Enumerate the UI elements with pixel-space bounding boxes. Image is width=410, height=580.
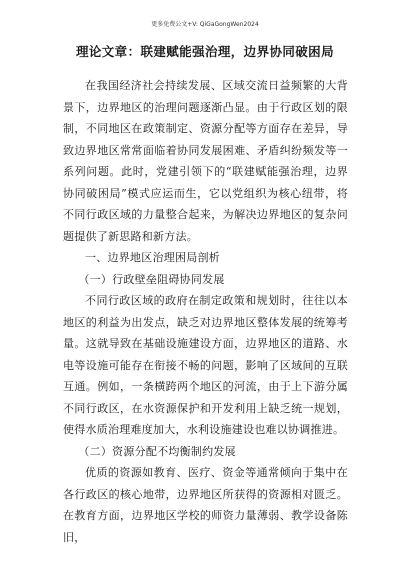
subsection-heading-2: （二）资源分配不均衡制约发展 xyxy=(78,444,236,458)
subsection-heading-1: （一）行政壁垒阻碍协同发展 xyxy=(78,272,225,286)
paragraph-administrative-barriers: 不同行政区域的政府在制定政策和规划时，往往以本地区的利益为出发点，缺乏对边界地区整体发展的统筹考量。这就导致在基础设施建设方面，边界地区的道路、水电等设施可能存在衔接不畅的问题，影响了区域间的互联互通。例如，一条横跨两个地区的河流，由于上下游分属不同行政区，在水资源保护和开发利用上缺乏统一规划，使得水质治理难度加大，水利设施建设也难以协调推进。 xyxy=(63,294,348,436)
header-note: 更多免费公文+V: QiGaGongWen2024 xyxy=(151,21,259,28)
paragraph-intro: 在我国经济社会持续发展、区域交流日益频繁的大背景下，边界地区的治理问题逐渐凸显。由于行政区划的限制，不同地区在政策制定、资源分配等方面存在差异，导致边界地区常常面临着协同发展困难、矛盾纠纷频发等一系列问题。此时，党建引领下的“联建赋能强治理，边界协同破困局”模式应运而生，它以党组织为核心纽带，将不同行政区域的力量整合起来，为解决边界地区的复杂问题提供了新思路和新方法。 xyxy=(63,79,348,243)
article-title: 理论文章：联建赋能强治理，边界协同破困局 xyxy=(75,44,334,59)
paragraph-resource-allocation: 优质的资源如教育、医疗、资金等通常倾向于集中在各行政区的核心地带，边界地区所获得的资源相对匮乏。在教育方面，边界地区学校的师资力量薄弱、教学设备陈旧， xyxy=(63,466,348,544)
section-heading: 一、边界地区治理困局剖析 xyxy=(85,251,220,264)
article-body xyxy=(63,75,348,548)
